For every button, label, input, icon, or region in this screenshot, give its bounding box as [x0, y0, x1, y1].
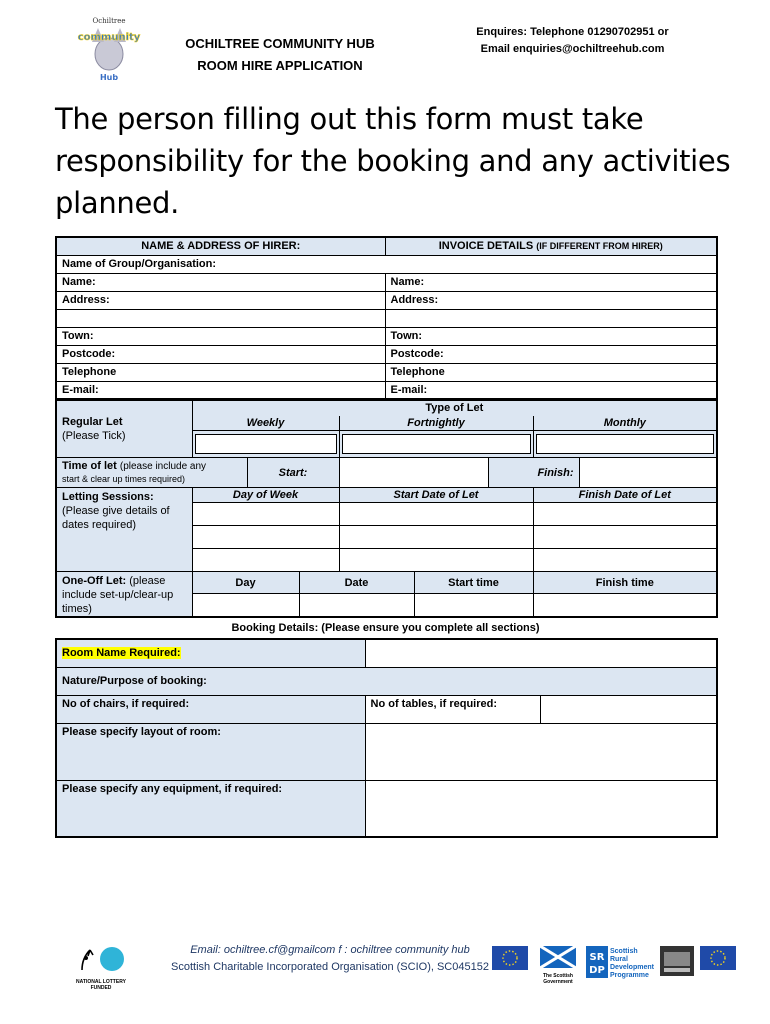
svg-text:Hub: Hub: [99, 73, 119, 82]
enquiries-telephone: Enquires: Telephone 01290702951 or: [476, 26, 669, 38]
letting-sessions-label: Letting Sessions:: [62, 491, 154, 503]
hirer-email-field[interactable]: E-mail:: [56, 381, 385, 399]
nature-of-booking-label: Nature/Purpose of booking:: [62, 675, 207, 687]
header-title-line2: ROOM HIRE APPLICATION: [197, 58, 363, 73]
invoice-telephone-field[interactable]: Telephone: [385, 363, 717, 381]
one-off-let-label: One-Off Let:: [62, 575, 127, 587]
one-off-let-cell: [56, 572, 192, 618]
invoice-postcode-field[interactable]: Postcode:: [385, 345, 717, 363]
session-1-day[interactable]: [192, 503, 339, 526]
room-layout-label: Please specify layout of room:: [56, 723, 365, 780]
scottish-government-text: The Scottish Government: [542, 973, 573, 985]
monthly-tick-cell: [533, 431, 717, 458]
session-2-day[interactable]: [192, 526, 339, 549]
tables-label: No of tables, if required:: [365, 695, 540, 723]
start-date-heading: Start Date of Let: [339, 488, 533, 503]
session-1-start-date[interactable]: [339, 503, 533, 526]
one-off-let-note: (please include set-up/clear-up times): [62, 575, 174, 615]
hirer-telephone-field[interactable]: Telephone: [56, 363, 385, 381]
time-of-let-label: Time of let: [62, 460, 117, 472]
monthly-checkbox[interactable]: [536, 434, 715, 454]
weekly-checkbox[interactable]: [195, 434, 337, 454]
tables-field[interactable]: [540, 695, 717, 723]
time-of-let-cell: [56, 458, 247, 488]
session-3-day[interactable]: [192, 549, 339, 572]
chairs-label: No of chairs, if required:: [56, 695, 365, 723]
fortnightly-tick-cell: [339, 431, 533, 458]
scottish-government-logo: [540, 946, 576, 985]
footer-contact: Email: ochiltree.cf@gmailcom f : ochiltree community hub: [190, 944, 470, 956]
footer-scio-number: Scottish Charitable Incorporated Organisation (SCIO), SC045152: [171, 961, 489, 973]
time-of-let-note: (please include any: [119, 461, 207, 472]
srdp-letters-bottom: DP: [589, 965, 605, 976]
start-time-label: Start:: [247, 458, 339, 488]
letting-table: [55, 400, 718, 618]
enquiries-email: Email enquiries@ochiltreehub.com: [480, 43, 665, 55]
regular-let-label: Regular Let: [62, 416, 123, 428]
hirer-name-field[interactable]: Name:: [56, 273, 385, 291]
one-off-day-heading: Day: [192, 572, 299, 594]
type-of-let-heading: Type of Let: [192, 401, 717, 416]
finish-time-field[interactable]: [579, 458, 717, 488]
session-2-start-date[interactable]: [339, 526, 533, 549]
header-title-line1: OCHILTREE COMMUNITY HUB: [185, 36, 375, 51]
one-off-date-field[interactable]: [299, 594, 414, 617]
one-off-start-time-heading: Start time: [414, 572, 533, 594]
day-of-week-heading: Day of Week: [192, 488, 339, 503]
room-layout-field[interactable]: [365, 723, 717, 780]
fortnightly-label: Fortnightly: [339, 416, 533, 431]
hirer-postcode-field[interactable]: Postcode:: [56, 345, 385, 363]
nature-of-booking-field[interactable]: [56, 667, 717, 695]
one-off-finish-time-heading: Finish time: [533, 572, 717, 594]
please-tick-label: (Please Tick): [62, 430, 126, 442]
one-off-day-field[interactable]: [192, 594, 299, 617]
one-off-date-heading: Date: [299, 572, 414, 594]
leader-logo: [660, 946, 694, 981]
session-2-finish-date[interactable]: [533, 526, 717, 549]
monthly-label: Monthly: [533, 416, 717, 431]
room-name-cell: [56, 639, 365, 667]
group-organisation-label: Name of Group/Organisation:: [62, 258, 217, 270]
room-name-label: Room Name Required:: [62, 647, 181, 660]
start-time-field[interactable]: [339, 458, 488, 488]
session-1-finish-date[interactable]: [533, 503, 717, 526]
ochiltree-hub-logo: [74, 14, 144, 84]
invoice-address-field[interactable]: Address:: [385, 291, 717, 309]
equipment-label: Please specify any equipment, if required:: [56, 780, 365, 837]
booking-details-table: [55, 638, 718, 838]
one-off-start-time-field[interactable]: [414, 594, 533, 617]
invoice-email-field[interactable]: E-mail:: [385, 381, 717, 399]
session-3-finish-date[interactable]: [533, 549, 717, 572]
one-off-finish-time-field[interactable]: [533, 594, 717, 617]
weekly-label: Weekly: [192, 416, 339, 431]
responsibility-statement: The person filling out this form must take responsibility for the booking and any activities planned.: [55, 102, 731, 220]
finish-time-label: Finish:: [488, 458, 579, 488]
invoice-heading: INVOICE DETAILS (IF DIFFERENT FROM HIRER): [385, 237, 717, 255]
letting-sessions-note: (Please give details of dates required): [62, 505, 170, 531]
invoice-address-line2[interactable]: [385, 309, 717, 327]
letting-sessions-cell: [56, 488, 192, 572]
srdp-letters-top: SR: [589, 952, 605, 963]
eu-flag-logo-1: [492, 946, 528, 975]
svg-text:Ochiltree: Ochiltree: [92, 17, 126, 25]
time-of-let-note-2: start & clear up times required): [62, 474, 186, 484]
regular-let-cell: [56, 401, 192, 458]
hirer-address-line2[interactable]: [56, 309, 385, 327]
srdp-logo: [586, 946, 656, 983]
booking-details-heading: Booking Details: (Please ensure you complete all sections): [231, 622, 540, 634]
national-lottery-text: NATIONAL LOTTERY FUNDED: [76, 979, 126, 991]
eu-flag-logo-2: [700, 946, 736, 975]
invoice-town-field[interactable]: Town:: [385, 327, 717, 345]
fortnightly-checkbox[interactable]: [342, 434, 531, 454]
hirer-details-table: [55, 236, 718, 400]
invoice-name-field[interactable]: Name:: [385, 273, 717, 291]
hirer-address-field[interactable]: Address:: [56, 291, 385, 309]
room-name-field[interactable]: [365, 639, 717, 667]
group-organisation-field[interactable]: [56, 255, 717, 273]
national-lottery-logo: [76, 946, 126, 991]
weekly-tick-cell: [192, 431, 339, 458]
srdp-text: Scottish Rural Development Programme: [610, 948, 654, 979]
hirer-town-field[interactable]: Town:: [56, 327, 385, 345]
hirer-heading: NAME & ADDRESS OF HIRER:: [56, 237, 385, 255]
equipment-field[interactable]: [365, 780, 717, 837]
session-3-start-date[interactable]: [339, 549, 533, 572]
finish-date-heading: Finish Date of Let: [533, 488, 717, 503]
svg-text:community: community: [77, 32, 141, 43]
